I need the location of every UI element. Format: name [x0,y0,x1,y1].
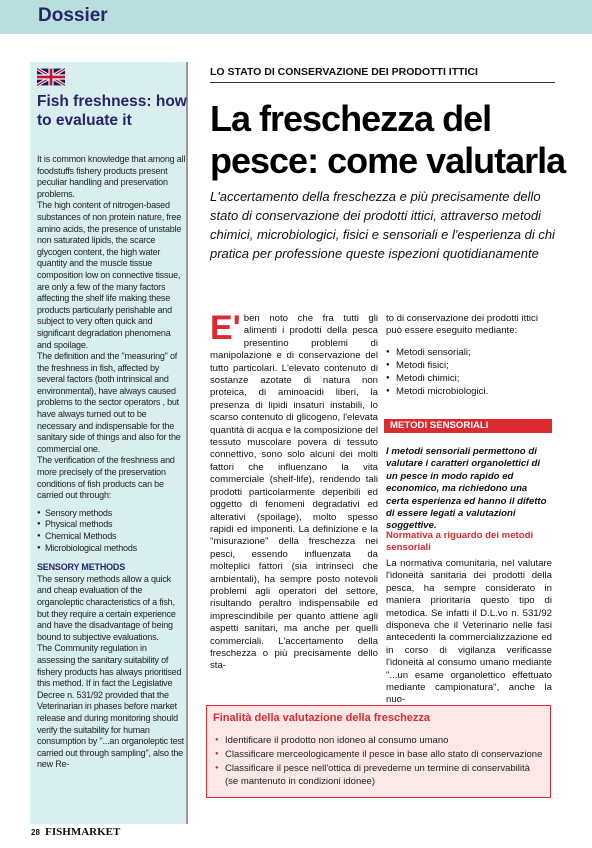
sidebar-methods-list [37,508,187,554]
drop-cap: E' [210,309,241,347]
sidebar-body [37,154,187,771]
column-text: ben noto che fra tutti gli alimenti i prodotti della pesca presentino problemi di manipolazione e di conservazione del tutto particolari. L'elevato contenuto di sostanze azotate di natura non proteica, di aminoacidi liberi, la presenza di lipidi insaturi instabili, lo scarso contenuto di glicogeno, l'elevata quantità di acqua e la composizione del tessuto muscolare povera di tessuto connettivo, sono solo alcuni dei molti fattori che influenzano la vita commerciale (shelf-life), rendendo tali prodotti particolarmente deperibili ed oggetto di fenomeni degradativi ed alterativi (spoilage), molto spesso rapidi ed imponenti. La definizione e la "misurazione" della freschezza nei pesci, essendo influenzata da molteplici fattori (sia intrinseci che ambientali), ha sempre posto notevoli problemi agli operatori del settore, risultando peraltro indispensabile ed imprescindibile per quanto attiene agli aspetti sanitari, ma anche per quelli commerciali. L'accertamento della freschezza o più precisamente dello sta- [210,313,379,672]
list-item: ● Classificare merceologicamente il pesce in base allo stato di conservazione [215,748,545,761]
column-text: to di conservazione dei prodotti ittici può essere eseguito mediante: [386,313,538,337]
list-item: ● Classificare il pesce nell'ottica di prevederne un termine di conservabilità (se mantenuto in condizioni idonee) [215,762,545,788]
normativa-text: La normativa comunitaria, nel valutare l'idoneità sanitaria dei prodotti della pesca, ha sempre considerato in maniera prioritaria questo tipo di metodica. Se infatti il D.L.vo n. 531/92 disponeva che il Veterinario nelle fasi antecedenti la commercializzazione ed in corso di vigilanza verificasse l'idoneità al consumo umano mediante "...un esame organolettico effettuato mediante campionatura", anche la nuo- [386,558,552,706]
section-heading-sensory: METODI SENSORIALI [384,419,552,433]
list-item: ● Sensory methods [37,508,187,520]
sidebar-paragraph: It is common knowledge that among all foodstuffs fishery products present peculiar handling and preservation problems. [37,154,186,199]
methods-list [386,346,550,398]
section-header-bar [0,0,592,34]
uk-flag-icon [37,68,65,86]
box-title: Finalità della valutazione della freschezza [213,712,431,724]
sidebar-paragraph: The Community regulation in assessing the sanitary suitability of fishery products has always prioritised this method. If in fact the Legislative Decree n. 531/92 provided that the Veterinarian in phases before market release and during monitoring should verify the suitability for human consumption by "...an organoleptic test carried out through sampling", also the new Re- [37,643,184,770]
sidebar-paragraph: The sensory methods allow a quick and cheap evaluation of the organoleptic characteristics of a fish, but they require a certain experience and have the disadvantage of being bound to subjective evaluations. [37,573,176,642]
page-footer [31,826,120,838]
subheading-normativa: Normativa a riguardo dei metodi sensoriali [386,530,534,553]
sidebar-section-heading: SENSORY METHODS [37,562,126,573]
list-item: ● Metodi chimici; [386,372,550,385]
article-column-2 [386,313,550,398]
magazine-logo: FISHMARKET [45,826,121,838]
page-number: 28 [31,828,40,837]
article-column-1 [210,309,379,673]
sidebar-paragraph: The high content of nitrogen-based substances of non protein nature, free amino acids, the presence of unstable non saturated lipids, the scarce glycogen content, the high water quantity and the muscle tissue composition low on connective tissue, are only a few of the many factors affecting the shelf life making these products particularly perishable and subject to very often quick and significant degradation phenomena and spoilage. [37,200,182,350]
list-item: ● Chemical Methods [37,531,187,543]
purpose-list [215,734,545,789]
list-item: ● Metodi sensoriali; [386,346,550,359]
kicker-divider [210,82,555,83]
list-item: ● Microbiological methods [37,543,187,555]
list-item: ● Metodi fisici; [386,359,550,372]
list-item: ● Identificare il prodotto non idoneo al consumo umano [215,734,545,747]
article-kicker: LO STATO DI CONSERVAZIONE DEI PRODOTTI ITTICI [210,66,478,78]
sidebar-paragraph: The verification of the freshness and more precisely of the preservation conditions of fish products can be carried out through: [37,455,175,501]
list-item: ● Physical methods [37,519,187,531]
sidebar-title: Fish freshness: how to evaluate it [37,93,187,129]
section-label: Dossier [38,5,108,26]
article-title: La freschezza del pesce: come valutarla [210,98,566,181]
article-lead: L'accertamento della freschezza e più precisamente dello stato di conservazione dei prodotti ittici, attraverso metodi chimici, microbiologici, fisici e sensoriali e l'esperienza di chi pratica per professione queste ispezioni quotidianamente [210,189,555,261]
list-item: ● Metodi microbiologici. [386,385,550,398]
sidebar-paragraph: The definition and the "measuring" of the freshness in fish, affected by several factors (both intrinsical and environmental), have always caused problems to the sector operators , but have always turned out to be necessary and indispensable for the sanitary side of things and also for the commercial one. [37,351,181,454]
english-summary-sidebar [30,62,188,824]
purpose-box [206,705,551,798]
sensory-lead: I metodi sensoriali permettono di valutare i caratteri organolettici di un pesce in modo rapido ed economico, ma richiedono una certa esperienza ed hanno il difetto di essere legati a valutazioni soggettive. [386,446,547,532]
